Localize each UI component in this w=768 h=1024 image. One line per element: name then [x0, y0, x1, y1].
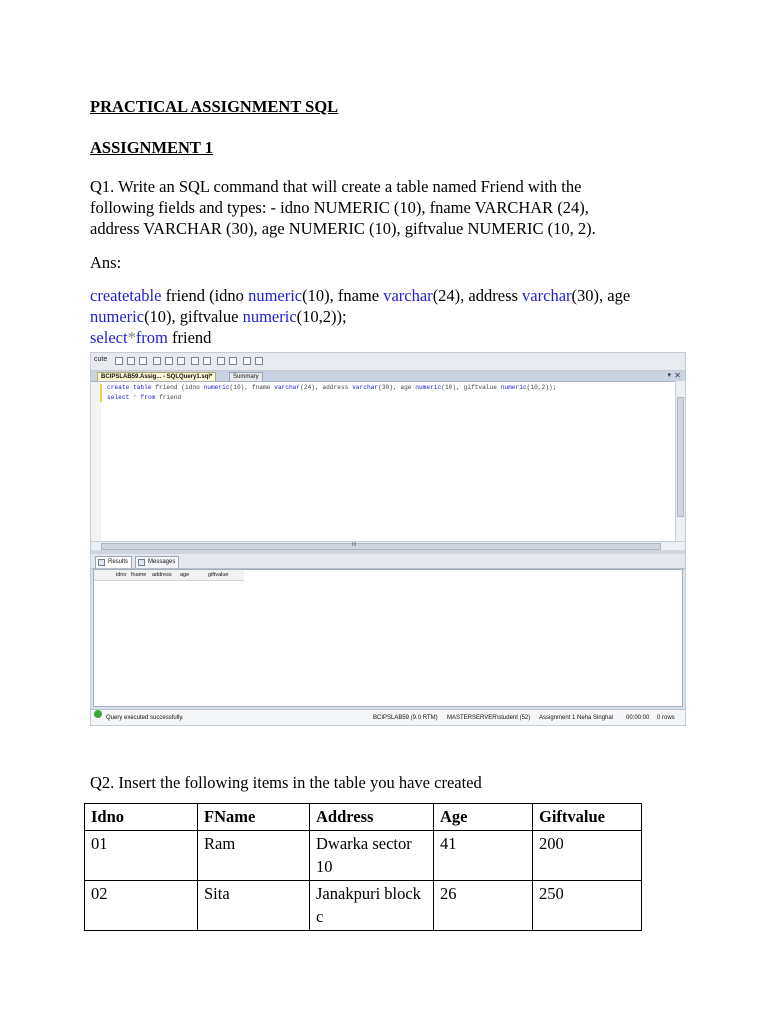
- header-cell: Age: [434, 804, 533, 831]
- editor-line-1: create table friend (idno numeric(10), fname varchar(24), address varchar(30), age numeric(10), giftvalue numeric(10,2));: [107, 384, 557, 391]
- header-cell: Idno: [85, 804, 198, 831]
- status-message: Query executed successfully.: [106, 715, 184, 721]
- keyword: numeric: [242, 307, 297, 326]
- parse-icon[interactable]: [127, 357, 135, 365]
- friend-data-table: [84, 803, 642, 931]
- header-cell: FName: [198, 804, 310, 831]
- table-cell: 01: [85, 831, 198, 881]
- keyword: createtable: [90, 286, 162, 305]
- results-file-icon[interactable]: [203, 357, 211, 365]
- status-rows: 0 rows: [657, 715, 675, 721]
- table-row: [85, 831, 642, 881]
- grid-icon: [98, 559, 105, 566]
- page-title: PRACTICAL ASSIGNMENT SQL: [90, 97, 339, 116]
- execute-icon[interactable]: [115, 357, 123, 365]
- code-text: (10,2));: [296, 307, 347, 326]
- keyword: varchar: [522, 286, 572, 305]
- assignment-heading: ASSIGNMENT 1: [90, 138, 214, 157]
- answer-line-1: [90, 285, 630, 306]
- document-tabs: [91, 371, 685, 381]
- table-header-row: [85, 804, 642, 831]
- scroll-grip: III: [352, 542, 357, 548]
- uncomment-icon[interactable]: [229, 357, 237, 365]
- code-text: (24), address: [432, 286, 523, 305]
- question-1-line-2: following fields and types: - idno NUMERIC (10), fname VARCHAR (24),: [90, 198, 589, 217]
- cancel-icon[interactable]: [139, 357, 147, 365]
- results-grid[interactable]: [93, 569, 683, 707]
- indent-icon[interactable]: [243, 357, 251, 365]
- table-cell: 200: [533, 831, 642, 881]
- column-header: fname: [131, 572, 147, 578]
- code-text: (10), giftvalue: [144, 307, 243, 326]
- ssms-toolbar: [91, 353, 685, 371]
- status-bar: [91, 709, 685, 726]
- keyword: numeric: [90, 307, 145, 326]
- answer-line-2: [90, 306, 347, 327]
- column-header: giftvalue: [208, 572, 229, 578]
- close-icon[interactable]: ✕: [674, 371, 681, 380]
- tab-messages[interactable]: Messages: [135, 556, 179, 568]
- results-tabs: [91, 554, 685, 569]
- messages-icon: [138, 559, 145, 566]
- table-cell: 250: [533, 881, 642, 931]
- vertical-scroll-thumb[interactable]: [677, 397, 684, 517]
- column-header: idno: [116, 572, 127, 578]
- table-cell: Janakpuri block c: [310, 881, 434, 931]
- ssms-screenshot: [90, 352, 686, 726]
- change-marker: [100, 384, 102, 402]
- query-options-icon[interactable]: [177, 357, 185, 365]
- status-server: BCIPSLAB59 (9.0 RTM): [373, 715, 438, 721]
- table-cell: Sita: [198, 881, 310, 931]
- header-cell: Giftvalue: [533, 804, 642, 831]
- pin-icon[interactable]: ▾: [667, 372, 671, 379]
- keyword: varchar: [383, 286, 433, 305]
- table-cell: Ram: [198, 831, 310, 881]
- results-text-icon[interactable]: [191, 357, 199, 365]
- status-time: 00:00:00: [626, 715, 650, 721]
- status-database: Assignment 1 Neha Singhal: [539, 715, 614, 721]
- question-1-line-3: address VARCHAR (30), age NUMERIC (10), giftvalue NUMERIC (10, 2).: [90, 219, 596, 238]
- query-editor[interactable]: [91, 381, 675, 542]
- header-cell: Address: [310, 804, 434, 831]
- success-icon: [94, 710, 102, 718]
- outdent-icon[interactable]: [255, 357, 263, 365]
- code-text: friend: [167, 328, 212, 347]
- tab-summary[interactable]: Summary: [229, 372, 263, 382]
- tab-results[interactable]: Results: [95, 556, 132, 568]
- answer-label: Ans:: [90, 253, 122, 272]
- column-header: address: [152, 572, 172, 578]
- keyword: from: [135, 328, 168, 347]
- question-1-line-1: Q1. Write an SQL command that will create a table named Friend with the: [90, 177, 582, 196]
- editor-margin: [91, 382, 101, 542]
- editor-line-2: select * from friend: [107, 394, 182, 401]
- table-cell: 41: [434, 831, 533, 881]
- comment-icon[interactable]: [217, 357, 225, 365]
- keyword: select: [90, 328, 128, 347]
- code-text: (10), fname: [302, 286, 384, 305]
- results-grid-icon[interactable]: [153, 357, 161, 365]
- horizontal-scroll-thumb[interactable]: [101, 543, 661, 550]
- table-cell: 02: [85, 881, 198, 931]
- status-user: MASTERSERVER\student (52): [447, 715, 531, 721]
- answer-line-3: [90, 327, 211, 348]
- table-row: [85, 881, 642, 931]
- table-cell: 26: [434, 881, 533, 931]
- display-plan-icon[interactable]: [165, 357, 173, 365]
- editor-vertical-scrollbar[interactable]: [675, 381, 686, 541]
- keyword: numeric: [248, 286, 303, 305]
- tab-sqlquery[interactable]: BCIPSLAB59.Assig... - SQLQuery1.sql*: [97, 372, 216, 382]
- code-text: friend (idno: [161, 286, 249, 305]
- table-cell: Dwarka sector 10: [310, 831, 434, 881]
- code-text: (30), age: [571, 286, 631, 305]
- results-header-row: [94, 570, 244, 581]
- column-header: age: [180, 572, 190, 578]
- toolbar-label: cute: [94, 356, 108, 363]
- operator: *: [127, 328, 136, 347]
- question-2: Q2. Insert the following items in the table you have created: [90, 773, 482, 792]
